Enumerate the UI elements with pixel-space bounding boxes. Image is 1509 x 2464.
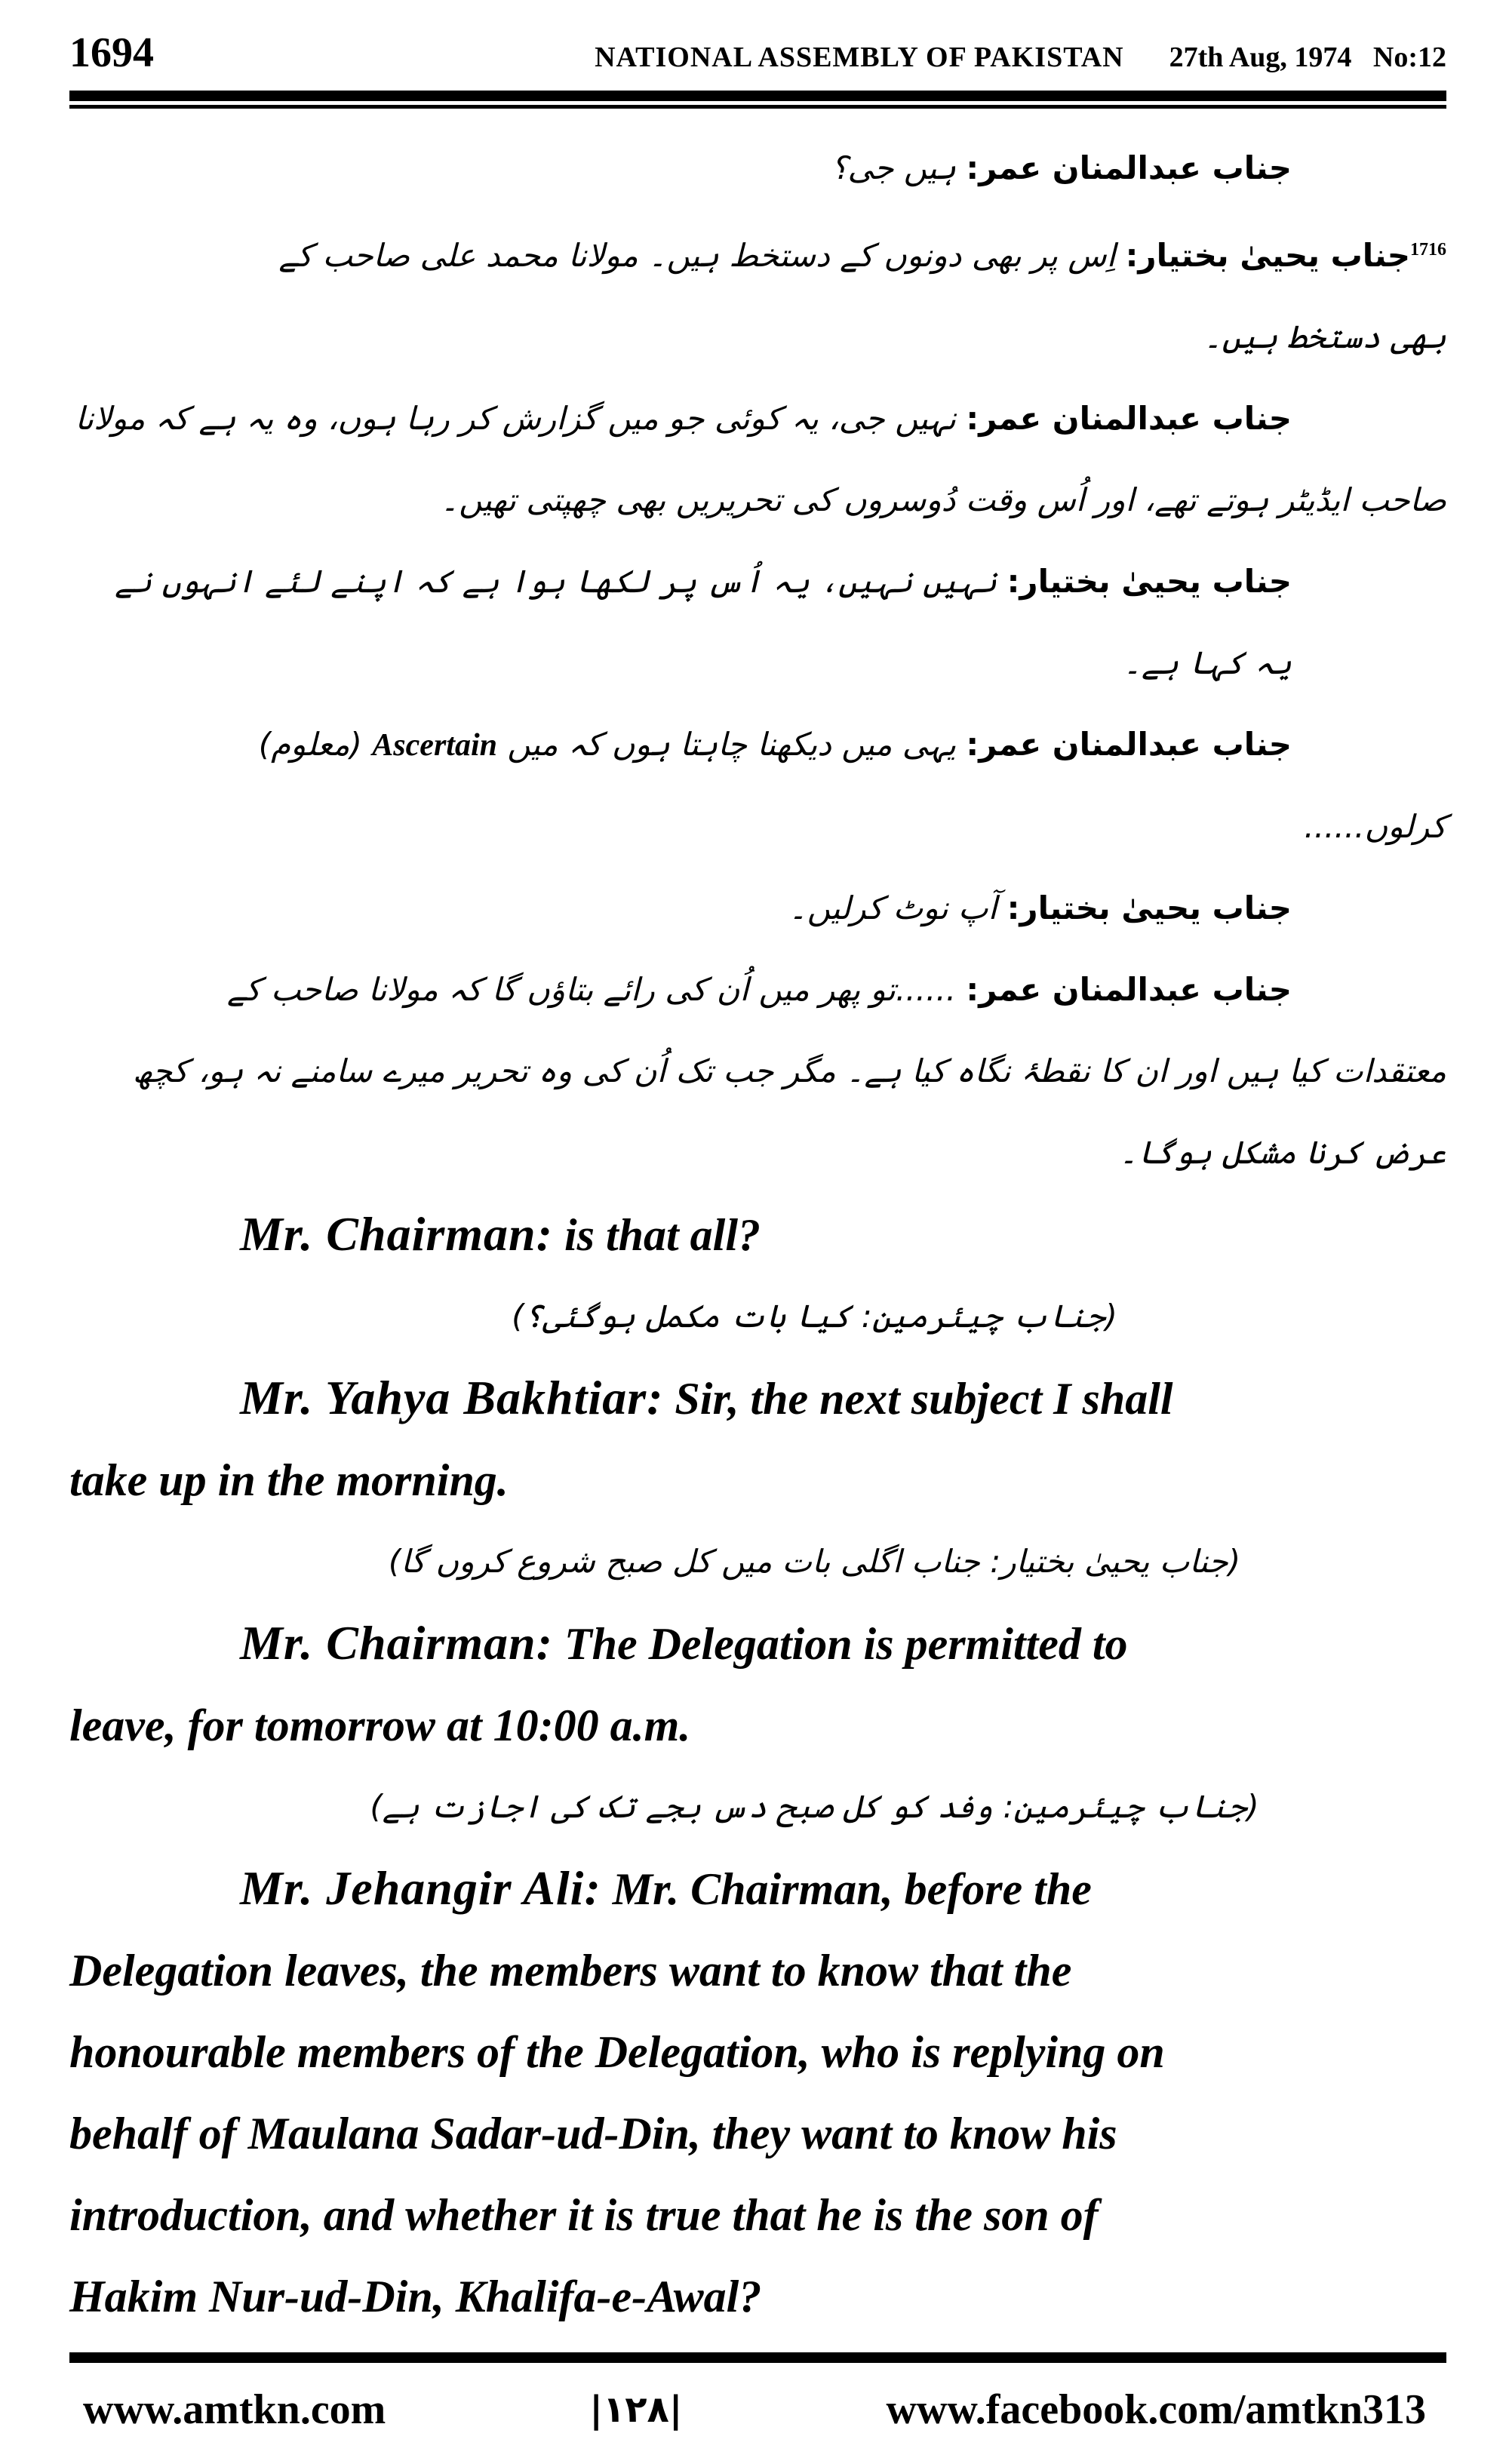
transcript-body — [69, 109, 1446, 2337]
english-line: Delegation leaves, the members want to know that the — [69, 1946, 1072, 1995]
english-line: take up in the morning. — [69, 1455, 509, 1505]
urdu-line: جناب عبدالمنان عمر: یہی میں دیکھنا چاہتا ہوں کہ میں Ascertain (معلوم) — [258, 726, 1292, 763]
urdu-line: جناب یحییٰ بختیار: آپ نوٹ کرلیں۔ — [788, 889, 1292, 926]
urdu-line: جناب عبدالمنان عمر: ہیں جی؟ — [831, 149, 1292, 186]
footer-rule — [69, 2352, 1446, 2363]
urdu-line: معتقدات کیا ہیں اور ان کا نقطۂ نگاہ کیا ہے۔ مگر جب تک اُن کی وہ تحریر میرے سامنے نہ ہو، کچھ — [132, 1052, 1446, 1089]
urdu-line: بھی دستخط ہیں۔ — [1203, 318, 1446, 355]
reference-number: 1716 — [1410, 240, 1446, 260]
urdu-line: جناب یحییٰ بختیار: نہیں نہیں، یہ اُس پر لکھا ہوا ہے کہ اپنے لئے انہوں نے یہ کہا ہے۔ — [115, 563, 1292, 681]
english-line: Hakim Nur-ud-Din, Khalifa-e-Awal? — [69, 2272, 762, 2321]
english-line: Mr. Chairman: is that all? — [240, 1207, 761, 1261]
page-header — [69, 29, 1446, 77]
urdu-line: صاحب ایڈیٹر ہوتے تھے، اور اُس وقت دُوسروں کی تحریریں بھی چھپتی تھیں۔ — [440, 481, 1446, 518]
header-rule-thick — [69, 91, 1446, 101]
page-footer — [83, 2386, 1426, 2434]
urdu-line: جناب عبدالمنان عمر: نہیں جی، یہ کوئی جو میں گزارش کر رہا ہوں، وہ یہ ہے کہ مولانا — [75, 400, 1292, 437]
english-line: behalf of Maulana Sadar-ud-Din, they want to know his — [69, 2109, 1117, 2158]
urdu-line: عرض کرنا مشکل ہوگا۔ — [1119, 1134, 1446, 1171]
urdu-line: جناب عبدالمنان عمر: ......تو پھر میں اُن کی رائے بتاؤں گا کہ مولانا صاحب کے — [226, 971, 1292, 1008]
footer-facebook-link[interactable]: www.facebook.com/amtkn313 — [886, 2386, 1426, 2433]
urdu-line: $^{1716}$جناب یحییٰ بختیار: اِس پر بھی دونوں کے دستخط ہیں۔ مولانا محمد علی صاحب کے — [278, 237, 1446, 274]
english-line: introduction, and whether it is true that he is the son of — [69, 2190, 1099, 2240]
urdu-line: کرلوں...... — [1304, 808, 1446, 845]
header-title: NATIONAL ASSEMBLY OF PAKISTAN — [595, 41, 1124, 73]
english-line: leave, for tomorrow at 10:00 a.m. — [69, 1701, 691, 1750]
english-line: Mr. Chairman: The Delegation is permitted to — [240, 1616, 1128, 1670]
page — [69, 0, 1446, 2434]
page-number: 1694 — [69, 29, 154, 76]
urdu-translation: (جناب چیئرمین: کیا بات مکمل ہوگئی؟) — [512, 1298, 1117, 1335]
english-line: honourable members of the Delegation, who is replying on — [69, 2027, 1165, 2077]
footer-website-link[interactable]: www.amtkn.com — [83, 2386, 386, 2433]
latin-term: Ascertain — [372, 728, 497, 763]
urdu-translation: (جناب یحییٰ بختیار: جناب اگلی بات میں کل صبح شروع کروں گا) — [388, 1543, 1241, 1580]
urdu-translation: (جناب چیئرمین: وفد کو کل صبح دس بجے تک کی اجازت ہے) — [370, 1788, 1259, 1825]
english-line: Mr. Yahya Bakhtiar: Sir, the next subject I shall — [240, 1371, 1173, 1424]
english-line: Mr. Jehangir Ali: Mr. Chairman, before the — [240, 1861, 1092, 1915]
header-date-number: 27th Aug, 1974 No:12 — [1169, 41, 1446, 73]
footer-page-marker: |١٢٨| — [589, 2389, 683, 2431]
